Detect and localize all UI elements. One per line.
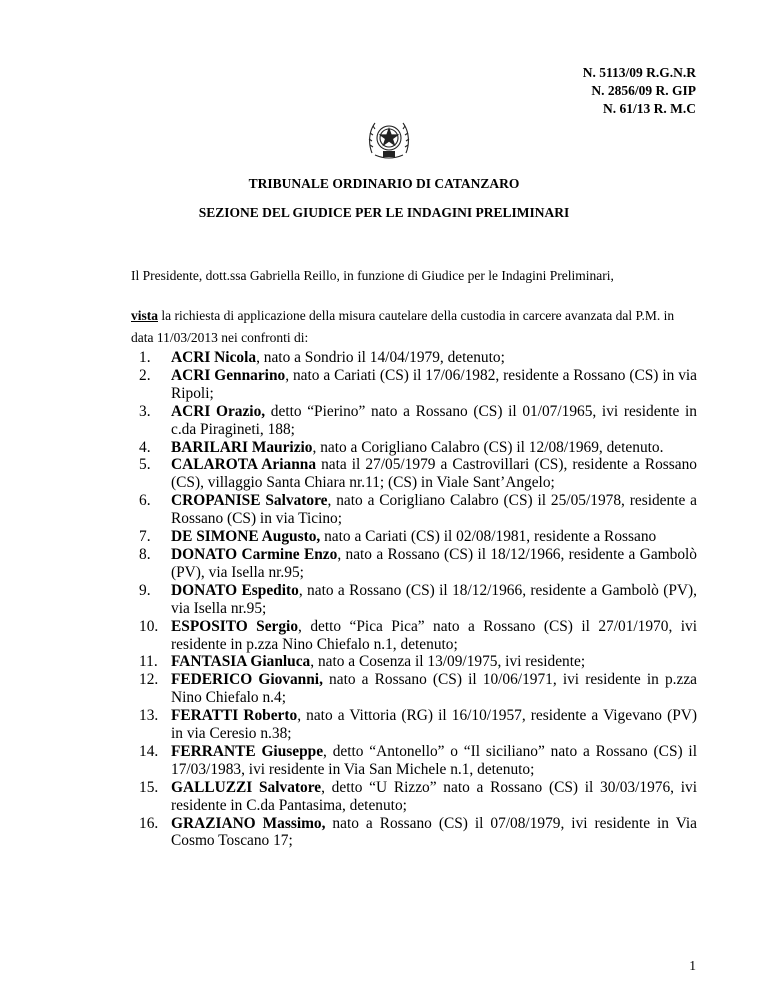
defendant-details: , nato a Vittoria (RG) il 16/10/1957, residente a Vigevano (PV) in via Ceresio n.38; <box>171 707 697 743</box>
defendant-details: , nato a Rossano (CS) il 18/12/1966, residente a Gambolò (PV), via Isella nr.95; <box>171 545 698 581</box>
case-reference-numbers <box>583 64 696 118</box>
list-item <box>131 439 697 457</box>
defendant-details: , nato a Corigliano Calabro (CS) il 12/08/1969, detenuto. <box>312 438 664 456</box>
case-ref-rgnr: N. 5113/09 R.G.N.R <box>582 65 696 80</box>
defendants-list <box>131 349 697 850</box>
defendant-details: , detto “Pica Pica” nato a Rossano (CS) il 27/01/1970, ivi residente in p.zza Nino Chiefalo n.1, detenuto; <box>171 617 697 653</box>
list-item <box>131 618 697 654</box>
defendant-name: FERATTI Roberto <box>171 707 298 725</box>
list-item <box>131 492 697 528</box>
item-number: 14. <box>139 742 159 760</box>
italian-republic-emblem-icon <box>366 113 412 163</box>
item-number: 13. <box>139 707 159 725</box>
item-number: 1. <box>139 349 151 366</box>
item-number: 12. <box>139 671 159 689</box>
item-number: 7. <box>139 528 151 546</box>
defendant-name: FANTASIA Gianluca <box>171 653 311 671</box>
list-item <box>131 653 697 671</box>
item-number: 3. <box>139 402 151 420</box>
list-item <box>131 743 697 779</box>
list-item <box>131 349 697 367</box>
vista-text: la richiesta di applicazione della misura cautelare della custodia in carcere avanzata dal P.M. in data 11/03/2013 nei confronti di: <box>131 308 675 345</box>
defendant-name: FERRANTE Giuseppe <box>171 742 324 760</box>
item-number: 15. <box>139 778 159 796</box>
defendant-details: , detto “U Rizzo” nato a Rossano (CS) il 30/03/1976, ivi residente in C.da Pantasima, detenuto; <box>171 778 697 814</box>
court-section: SEZIONE DEL GIUDICE PER LE INDAGINI PRELIMINARI <box>198 205 570 220</box>
list-item <box>131 707 697 743</box>
list-item <box>131 528 697 546</box>
defendant-name: ACRI Nicola <box>171 349 257 366</box>
defendant-details: , nato a Cosenza il 13/09/1975, ivi residente; <box>310 653 586 671</box>
item-number: 5. <box>139 456 151 474</box>
defendant-name: FEDERICO Giovanni, <box>171 671 323 689</box>
defendant-details: detto “Pierino” nato a Rossano (CS) il 01/07/1965, ivi residente in c.da Piragineti, 188; <box>171 402 697 438</box>
defendant-details: , detto “Antonello” o “Il siciliano” nato a Rossano (CS) il 17/03/1983, ivi residente in Via San Michele n.1, detenuto; <box>171 742 697 778</box>
defendant-name: ESPOSITO Sergio <box>171 617 299 635</box>
item-number: 8. <box>139 545 151 563</box>
vista-paragraph <box>131 305 697 349</box>
list-item <box>131 815 697 851</box>
item-number: 10. <box>139 617 159 635</box>
item-number: 16. <box>139 814 159 832</box>
defendant-details: nato a Rossano (CS) il 10/06/1971, ivi residente in p.zza Nino Chiefalo n.4; <box>171 671 697 707</box>
defendant-name: DONATO Espedito <box>171 581 299 599</box>
item-number: 4. <box>139 438 151 456</box>
item-number: 2. <box>139 366 151 384</box>
defendant-details: , nato a Rossano (CS) il 18/12/1966, residente a Gambolò (PV), via Isella nr.95; <box>171 581 698 617</box>
case-ref-gip: N. 2856/09 R. GIP <box>591 83 696 98</box>
defendant-details: , nato a Cariati (CS) il 17/06/1982, residente a Rossano (CS) in via Ripoli; <box>171 366 697 402</box>
item-number: 9. <box>139 581 151 599</box>
president-line: Il Presidente, dott.ssa Gabriella Reillo, in funzione di Giudice per le Indagini Preliminari, <box>131 268 614 283</box>
page-number: 1 <box>689 958 696 973</box>
defendant-details: nata il 27/05/1979 a Castrovillari (CS), residente a Rossano (CS), villaggio Santa Chiara nr.11; (CS) in Viale Sant’Angelo; <box>171 456 697 492</box>
list-item <box>131 779 697 815</box>
list-item <box>131 546 697 582</box>
defendant-name: CALAROTA Arianna <box>171 456 317 474</box>
item-number: 11. <box>139 653 158 671</box>
court-name: TRIBUNALE ORDINARIO DI CATANZARO <box>248 176 520 191</box>
defendant-name: GRAZIANO Massimo, <box>171 814 326 832</box>
case-ref-mc: N. 61/13 R. M.C <box>603 101 696 116</box>
list-item <box>131 403 697 439</box>
list-item <box>131 456 697 492</box>
list-item <box>131 582 697 618</box>
defendant-name: ACRI Gennarino <box>171 366 286 384</box>
defendant-details: , nato a Corigliano Calabro (CS) il 25/05/1978, residente a Rossano (CS) in via Ticino; <box>171 492 697 528</box>
defendant-name: BARILARI Maurizio <box>171 438 313 456</box>
defendant-details: nato a Rossano (CS) il 07/08/1979, ivi residente in Via Cosmo Toscano 17; <box>171 814 697 850</box>
defendant-details: nato a Cariati (CS) il 02/08/1981, residente a Rossano <box>320 528 657 546</box>
list-item <box>131 367 697 403</box>
defendant-name: GALLUZZI Salvatore <box>171 778 322 796</box>
defendant-name: ACRI Orazio, <box>171 402 266 420</box>
list-item <box>131 671 697 707</box>
defendant-name: CROPANISE Salvatore <box>171 492 328 510</box>
defendant-name: DE SIMONE Augusto, <box>171 528 321 546</box>
defendant-name: DONATO Carmine Enzo <box>171 545 338 563</box>
vista-keyword: vista <box>131 308 158 323</box>
defendant-details: , nato a Sondrio il 14/04/1979, detenuto; <box>256 349 505 366</box>
item-number: 6. <box>139 492 151 510</box>
